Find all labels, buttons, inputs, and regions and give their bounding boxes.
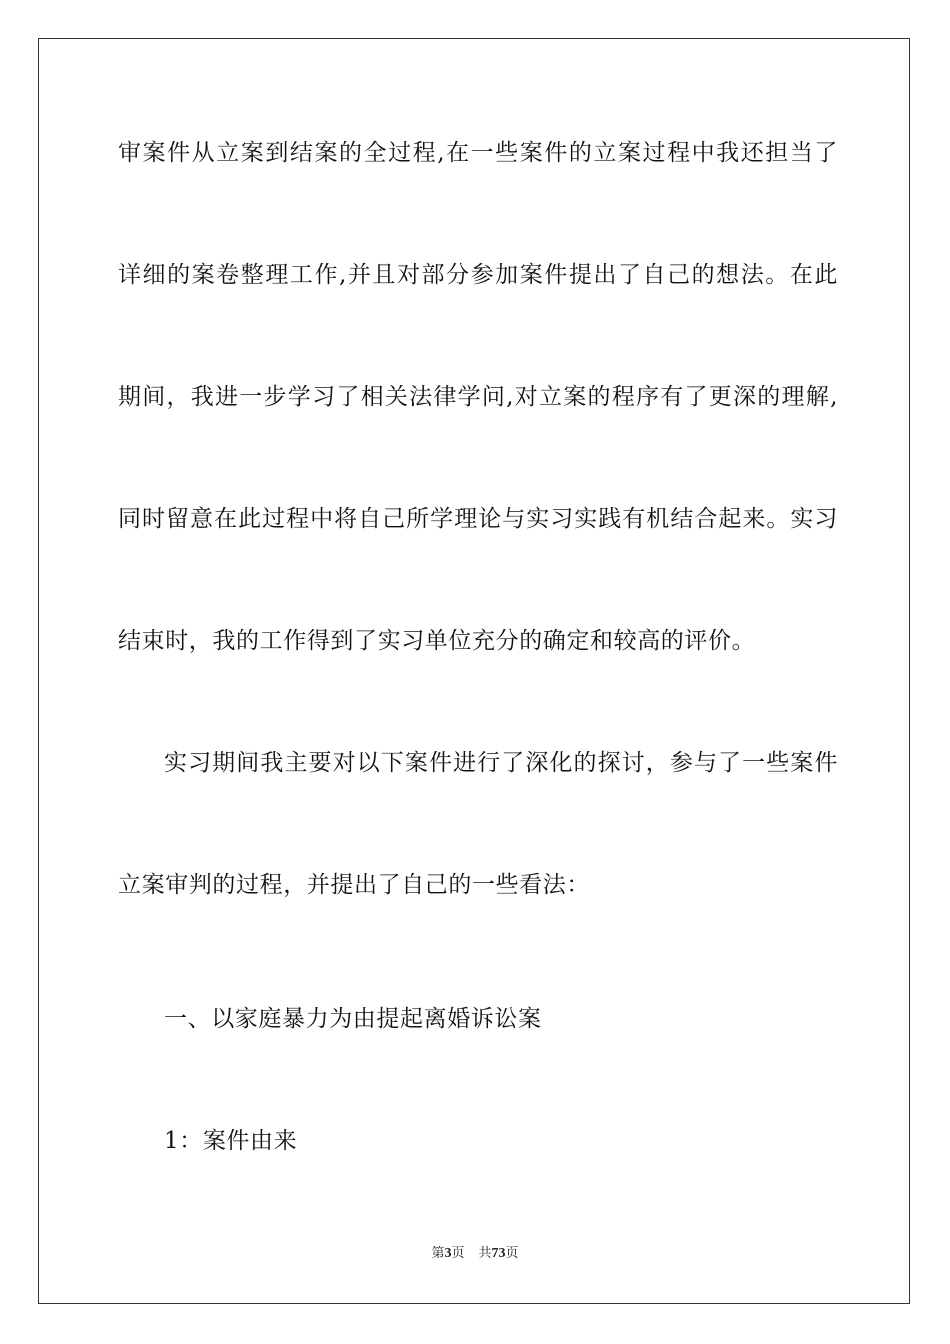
text-line-3: 期间，我进一步学习了相关法律学问,对立案的程序有了更深的理解, — [118, 384, 838, 410]
text-line-4: 同时留意在此过程中将自己所学理论与实习实践有机结合起来。实习 — [118, 506, 838, 532]
page-suffix: 页 — [451, 1246, 465, 1261]
section-heading: 一、以家庭暴力为由提起离婚诉讼案 — [164, 1006, 542, 1032]
text-line-5: 结束时，我的工作得到了实习单位充分的确定和较高的评价。 — [118, 628, 756, 654]
paragraph-start-line: 实习期间我主要对以下案件进行了深化的探讨，参与了一些案件 — [164, 750, 838, 776]
page-prefix: 第 — [431, 1246, 445, 1261]
subsection-heading: 1：案件由来 — [164, 1128, 298, 1154]
total-pages: 73 — [491, 1246, 506, 1261]
total-suffix: 页 — [505, 1246, 519, 1261]
text-line-7: 立案审判的过程，并提出了自己的一些看法： — [118, 872, 590, 898]
page-frame — [38, 38, 910, 1304]
text-line-1: 审案件从立案到结案的全过程,在一些案件的立案过程中我还担当了 — [118, 140, 838, 166]
page-footer — [0, 1245, 950, 1263]
total-prefix: 共 — [478, 1246, 492, 1261]
page-number: 3 — [444, 1246, 452, 1261]
text-line-2: 详细的案卷整理工作,并且对部分参加案件提出了自己的想法。在此 — [118, 262, 838, 288]
